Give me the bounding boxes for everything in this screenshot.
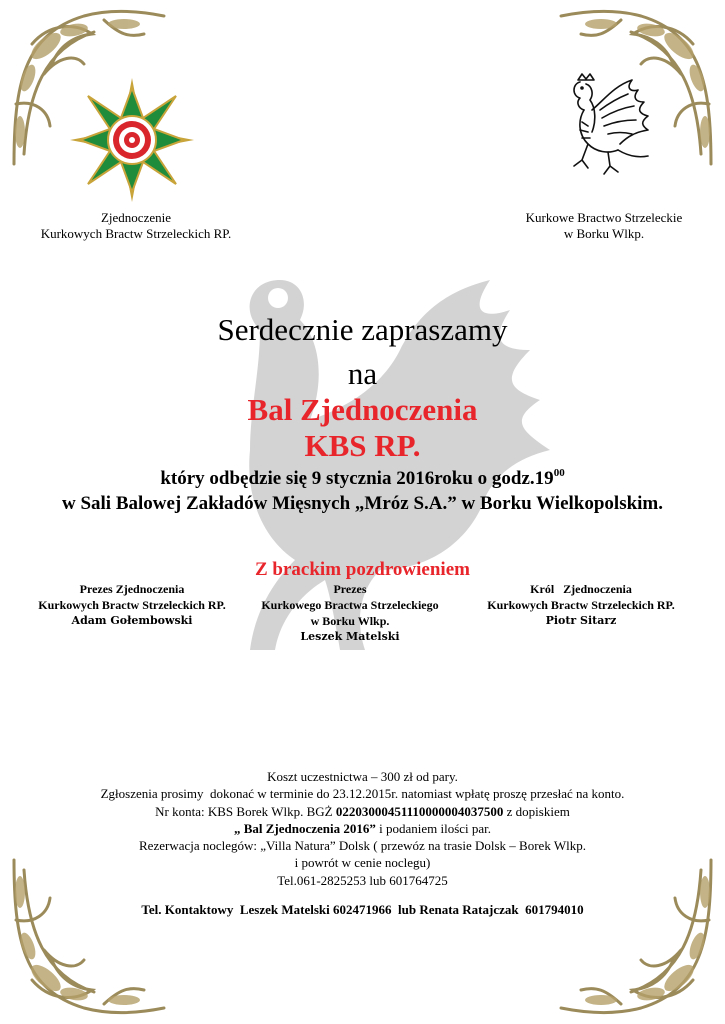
invitation-na: na (347, 356, 378, 391)
transfer-title-line (0, 820, 725, 837)
transfer-title-suffix: i podaniem ilości par. (375, 820, 492, 836)
signature-left-name: Adam Gołembowski (71, 614, 193, 627)
signature-middle-place: w Borku Wlkp. (310, 614, 390, 628)
signature-right-org: Kurkowych Bractw Strzeleckich RP. (487, 598, 675, 612)
greeting: Z brackim pozdrowieniem (255, 559, 470, 580)
left-organization-line1: Zjednoczenie (100, 210, 171, 225)
lodging-line1: Rezerwacja noclegów: „Villa Natura” Dolsk ( przewóz na trasie Dolsk – Borek Wlkp. (139, 838, 586, 854)
left-organization-caption (18, 210, 254, 242)
account-suffix: z dopiskiem (503, 803, 570, 819)
signature-middle-org: Kurkowego Bractwa Strzeleckiego (261, 598, 439, 612)
invitation-heading: Serdecznie zapraszamy (217, 312, 508, 347)
contact-line: Tel. Kontaktowy Leszek Matelski 602471966 lub Renata Ratajczak 601794010 (141, 902, 584, 917)
signature-left-org: Kurkowych Bractw Strzeleckich RP. (38, 598, 226, 612)
phone-line: Tel.061-2825253 lub 601764725 (277, 872, 448, 888)
right-organization-line2: w Borku Wlkp. (563, 226, 645, 241)
event-date-time (0, 468, 725, 490)
registration-line: Zgłoszenia prosimy dokonać w terminie do 23.12.2015r. natomiast wpłatę proszę przesłać na konto. (100, 786, 625, 802)
event-title: Bal Zjednoczenia (247, 392, 478, 427)
event-date-text: który odbędzie się 9 stycznia 2016roku o godz.19 (160, 468, 554, 489)
info-block (0, 768, 725, 889)
signature-right-title: Król Zjednoczenia (530, 582, 632, 596)
signature-left (14, 581, 250, 629)
event-time-minutes: 00 (553, 467, 565, 479)
left-organization-line2: Kurkowych Bractw Strzeleckich RP. (40, 226, 232, 241)
signature-middle-name: Leszek Matelski (300, 630, 400, 643)
signature-right-name: Piotr Sitarz (545, 614, 617, 627)
lodging-line2: i powrót w cenie noclegu) (294, 855, 431, 871)
cost-line: Koszt uczestnictwa – 300 zł od pary. (267, 769, 458, 784)
signature-middle-title: Prezes (333, 582, 367, 596)
transfer-title: „ Bal Zjednoczenia 2016” (233, 820, 376, 836)
crowned-eagle-logo (548, 70, 668, 182)
right-organization-caption (494, 210, 714, 242)
account-prefix: Nr konta: KBS Borek Wlkp. BGŻ (155, 803, 336, 819)
account-line (0, 803, 725, 820)
shooting-emblem-logo (68, 76, 196, 204)
signature-right (470, 581, 692, 629)
signature-left-title: Prezes Zjednoczenia (79, 582, 185, 596)
event-venue: w Sali Balowej Zakładów Mięsnych „Mróz S.A.” w Borku Wielkopolskim. (61, 493, 664, 514)
account-number: 02203000451110000004037500 (335, 803, 504, 819)
signature-middle (244, 581, 456, 645)
event-subtitle: KBS RP. (304, 428, 421, 463)
right-organization-line1: Kurkowe Bractwo Strzeleckie (525, 210, 683, 225)
